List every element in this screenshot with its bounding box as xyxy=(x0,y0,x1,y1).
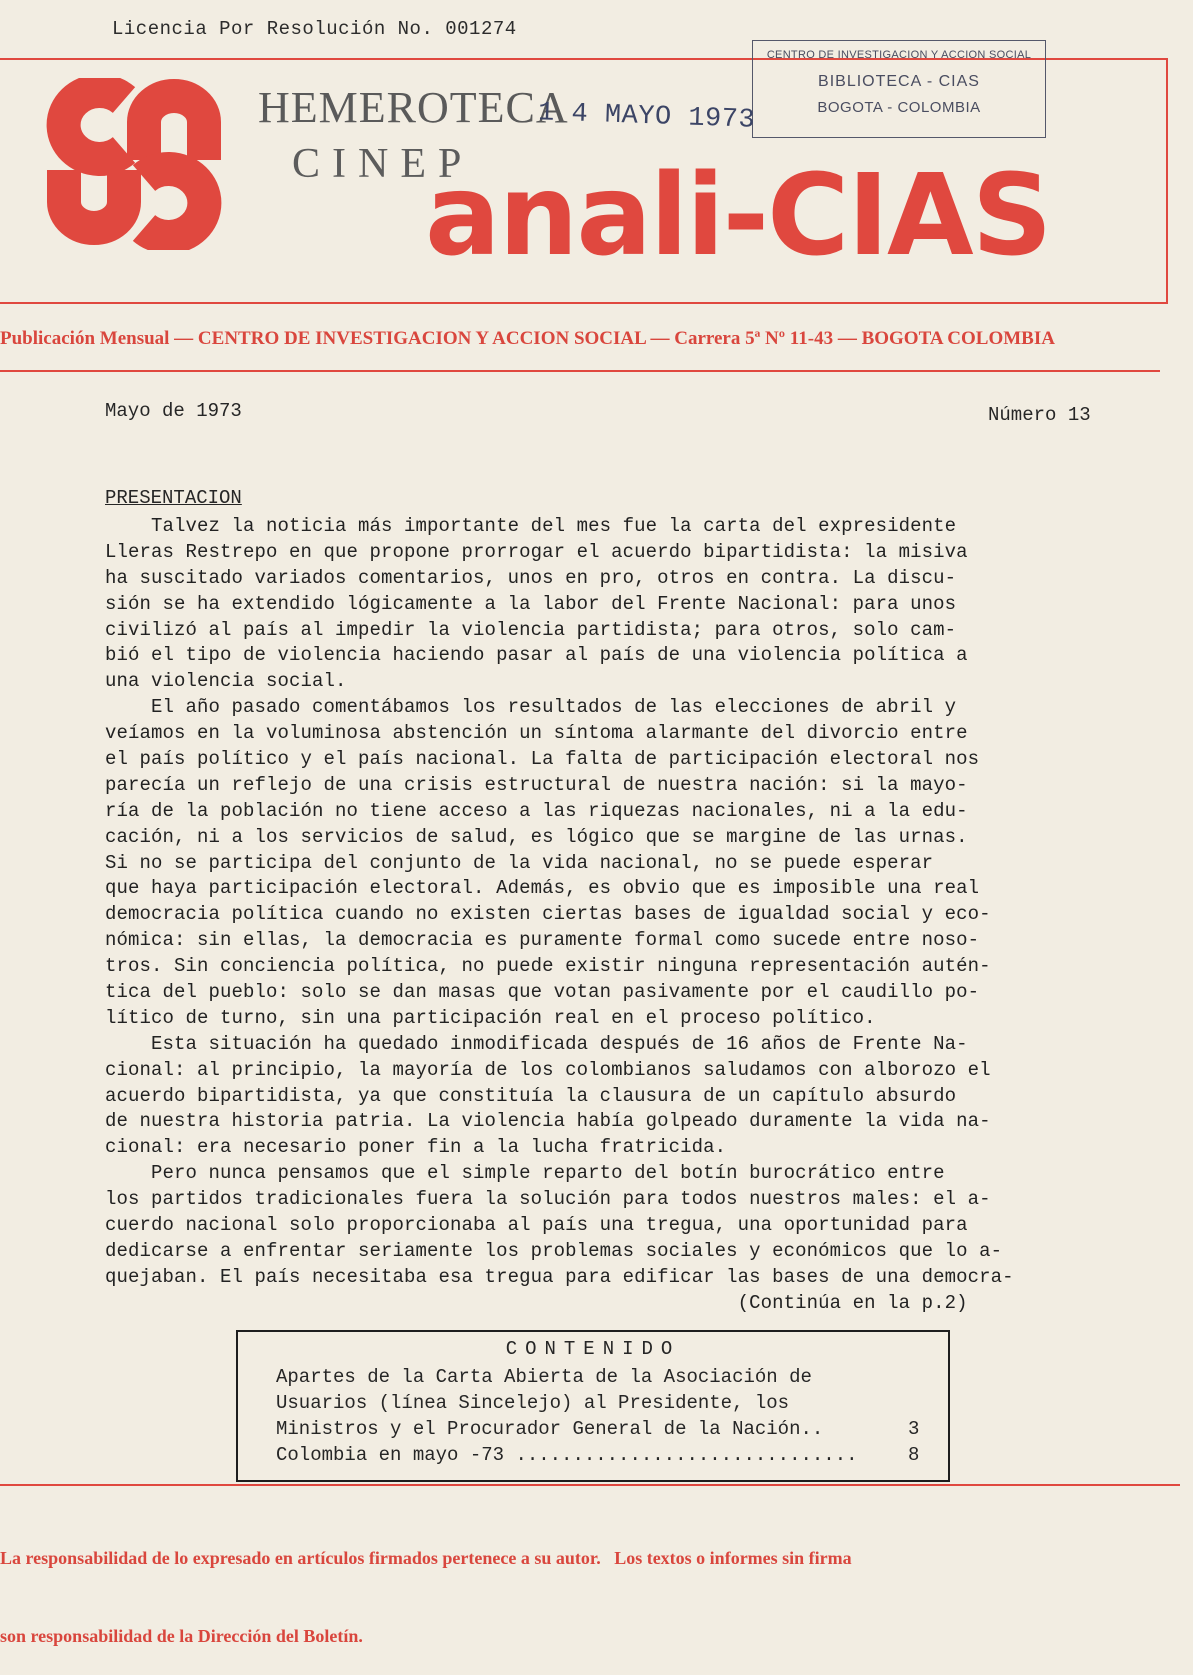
body-line: parecía un reflejo de una crisis estructural de nuestra nación: si la mayo- xyxy=(105,773,968,796)
contents-title: CONTENIDO xyxy=(505,1338,681,1360)
body-line: quejaban. El país necesitaba esa tregua para edificar las bases de una democra- xyxy=(105,1265,1014,1288)
body-line: Si no se participa del conjunto de la vida nacional, no se puede esperar xyxy=(105,851,934,874)
cias-monogram-logo xyxy=(42,78,226,250)
body-line: ría de la población no tiene acceso a las riquezas nacionales, ni a la edu- xyxy=(105,799,968,822)
body-line: bió el tipo de violencia haciendo pasar al país de una violencia política a xyxy=(105,644,968,667)
stamp-line-3: BOGOTA - COLOMBIA xyxy=(817,99,981,116)
article-body xyxy=(105,514,1075,1317)
body-line: tica del pueblo: solo se dan masas que votan pasivamente por el caudillo po- xyxy=(105,981,980,1004)
body-line: los partidos tradicionales fuera la solución para todos nuestros males: el a- xyxy=(105,1188,991,1211)
body-line: Talvez la noticia más importante del mes fue la carta del expresidente xyxy=(105,515,957,537)
contents-item-line: Colombia en mayo -73 .............................. xyxy=(276,1444,858,1466)
body-line: lítico de turno, sin una participación real en el proceso político. xyxy=(105,1006,876,1029)
body-line: Lleras Restrepo en que propone prorrogar el acuerdo bipartidista: la misiva xyxy=(105,540,968,563)
contents-item-line: Usuarios (línea Sincelejo) al Presidente, los xyxy=(276,1392,790,1414)
issue-date: Mayo de 1973 xyxy=(105,400,242,422)
body-line: cional: al principio, la mayoría de los colombianos saludamos con alborozo el xyxy=(105,1058,991,1081)
body-line: que haya participación electoral. Además, es obvio que es imposible una real xyxy=(105,877,980,900)
contents-item-line: Ministros y el Procurador General de la Nación.. xyxy=(276,1418,824,1440)
cinep-stamp: CINEP xyxy=(292,141,474,187)
body-line: cación, ni a los servicios de salud, es lógico que se margine de las urnas. xyxy=(105,825,968,848)
library-stamp xyxy=(752,40,1046,138)
body-line: ha suscitado variados comentarios, unos en pro, otros en contra. La discu- xyxy=(105,566,957,589)
header-bottom-rule xyxy=(0,302,1168,304)
stamp-line-1: CENTRO DE INVESTIGACION Y ACCION SOCIAL xyxy=(766,49,1032,61)
footer-line: La responsabilidad de lo expresado en artículos firmados pertenece a su autor. Los textos o informes sin firma xyxy=(0,1548,852,1568)
issue-number: Número 13 xyxy=(988,404,1091,426)
contents-item-page: 8 xyxy=(908,1444,920,1466)
stamp-line-2: BIBLIOTECA - CIAS xyxy=(818,73,980,90)
footer-top-rule xyxy=(0,1484,1180,1486)
body-line: una violencia social. xyxy=(105,670,347,693)
contents-box xyxy=(236,1330,950,1482)
contents-item-page: 3 xyxy=(908,1418,920,1440)
footer-disclaimer xyxy=(0,1493,852,1675)
body-line: democracia política cuando no existen ciertas bases de igualdad social y eco- xyxy=(105,903,991,926)
body-line: Esta situación ha quedado inmodificada después de 16 años de Frente Na- xyxy=(105,1032,968,1055)
body-line: cional: era necesario poner fin a la lucha fratricida. xyxy=(105,1136,727,1159)
body-line: civilizó al país al impedir la violencia partidista; para otros, solo cam- xyxy=(105,618,957,641)
body-line: tros. Sin conciencia política, no puede existir ninguna representación autén- xyxy=(105,955,991,978)
body-line: el país político y el país nacional. La falta de participación electoral nos xyxy=(105,748,980,771)
body-line: El año pasado comentábamos los resultados de las elecciones de abril y xyxy=(105,696,957,719)
body-line: nómica: sin ellas, la democracia es puramente formal como sucede entre noso- xyxy=(105,929,980,952)
body-line: veíamos en la voluminosa abstención un síntoma alarmante del divorcio entre xyxy=(105,722,968,745)
contents-item-line: Apartes de la Carta Abierta de la Asociación de xyxy=(276,1366,812,1388)
received-date-stamp: 1 4 MAYO 1973 xyxy=(537,98,756,136)
publication-subheader: Publicación Mensual — CENTRO DE INVESTIGACION Y ACCION SOCIAL — Carrera 5ª Nº 11-43 — BOGOTA COLOMBIA xyxy=(0,328,1055,349)
body-line: dedicarse a enfrentar seriamente los problemas sociales y económicos que lo a- xyxy=(105,1239,1003,1262)
footer-line: son responsabilidad de la Dirección del Boletín. xyxy=(0,1626,363,1646)
continued-note: (Continúa en la p.2) xyxy=(105,1291,968,1314)
header-right-rule xyxy=(1166,58,1168,304)
body-line: Pero nunca pensamos que el simple reparto del botín burocrático entre xyxy=(105,1162,945,1185)
body-line: sión se ha extendido lógicamente a la labor del Frente Nacional: para unos xyxy=(105,592,957,615)
body-line: acuerdo bipartidista, ya que constituía la clausura de un capítulo absurdo xyxy=(105,1084,957,1107)
publication-logo: anali-CIAS xyxy=(425,151,1051,281)
subheader-rule xyxy=(0,370,1160,372)
license-text: Licencia Por Resolución No. 001274 xyxy=(112,18,517,40)
hemeroteca-stamp: HEMEROTECA xyxy=(258,83,569,132)
body-line: de nuestra historia patria. La violencia había golpeado duramente la vida na- xyxy=(105,1110,991,1133)
section-title: PRESENTACION xyxy=(105,487,242,509)
body-line: cuerdo nacional solo proporcionaba al país una tregua, una oportunidad para xyxy=(105,1214,968,1237)
